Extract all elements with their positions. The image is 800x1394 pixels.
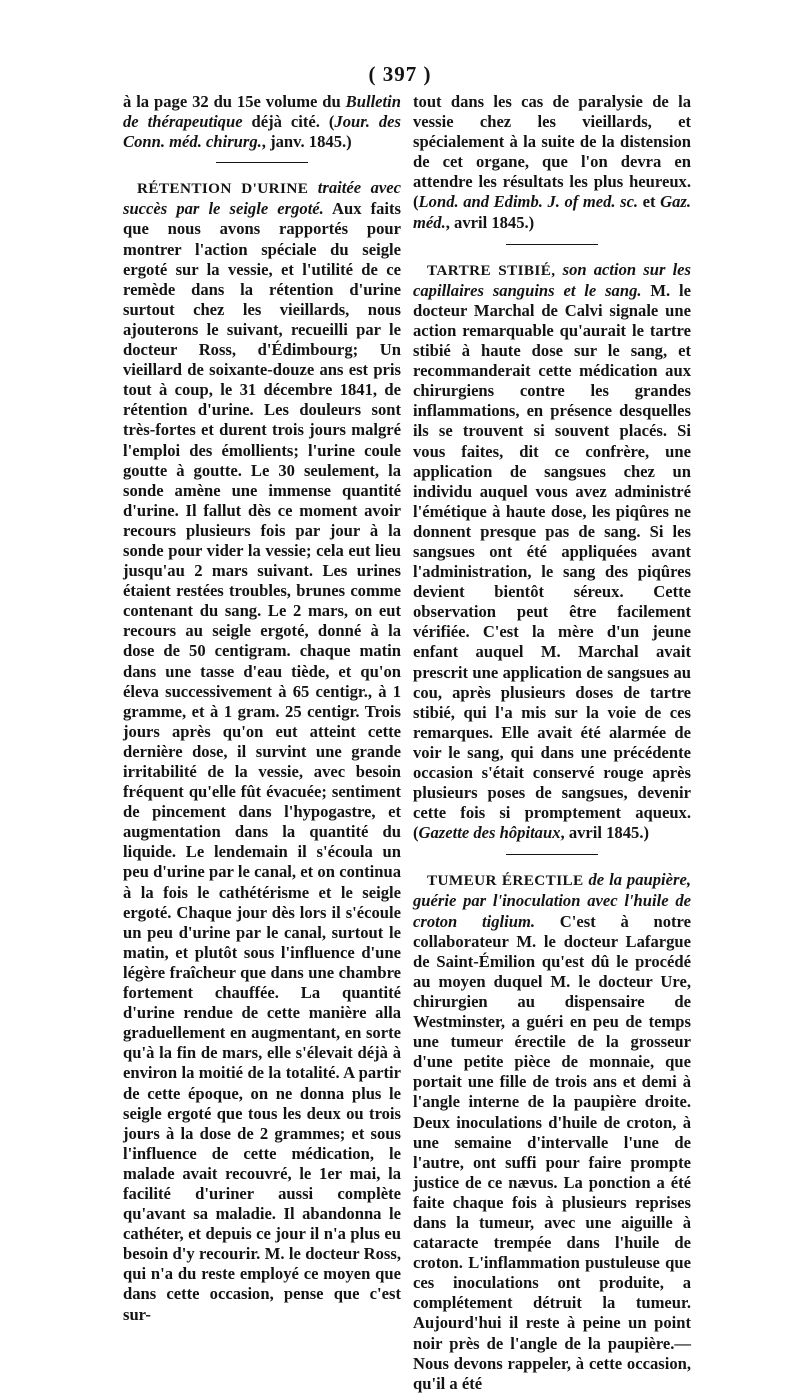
continuation-text: à la page 32 du 15e volume du xyxy=(123,92,346,111)
article-tumeur-erectile xyxy=(413,870,691,1393)
article-heading: TARTRE STIBIÉ, xyxy=(427,261,556,279)
citation-source-2: Gaz. méd. xyxy=(413,192,691,232)
article-subheading: son action sur les capillaires sanguins et le sang. xyxy=(413,259,692,300)
left-column xyxy=(123,92,401,1325)
citation-date: , avril 1845.) xyxy=(560,823,650,843)
right-column xyxy=(413,92,691,1394)
citation-date: , janv. 1845.) xyxy=(261,132,352,152)
continuation-paragraph xyxy=(123,92,401,152)
article-tartre-stibie xyxy=(413,260,691,844)
article-body: C'est à notre collaborateur M. le docteur Lafargue de Saint-Émilion qu'est dû le procédé au moyen duquel M. le docteur Ure, chirurgien au dispensaire de Westminster, a guéri en peu de temps une tumeur érectile de la grosseur d'une petite pièce de monnaie, que portait une fille de trois ans et demi à l'angle interne de la paupière droite. Deux inoculations d'huile de croton, à une semaine d'intervalle l'une de l'autre, ont suffi pour faire prompte justice de ce nævus. La ponction a été faite chaque fois à plusieurs reprises dans la tumeur, avec une aiguille à cataracte trempée dans l'huile de croton. L'inflammation pustuleuse que ces inoculations ont produite, a complétement détruit la tumeur. Aujourd'hui il reste à peine un point noir près de l'angle de la paupière.—Nous devons rappeler, à cette occasion, qu'il a été xyxy=(413,911,691,1393)
article-retention xyxy=(123,178,401,1324)
citation-date: , avril 1845.) xyxy=(445,212,535,232)
bulletin-title: Bulletin de thérapeutique xyxy=(123,92,401,132)
section-divider xyxy=(506,854,598,855)
article-heading: RÉTENTION D'URINE xyxy=(137,180,309,198)
article-body: Aux faits que nous avons rapportés pour montrer l'action spéciale du seigle ergoté sur la vessie, et l'utilité de ce remède dans la rétention d'urine surtout chez les vieillards, nous ajouterons le suivant, recueilli par le docteur Ross, d'Édimbourg; Un vieillard de soixante-douze ans est pris tout à coup, le 31 décembre 1841, de rétention d'urine. Les douleurs sont très-fortes et durent trois jours malgré l'emploi des émollients; l'urine coule goutte à goutte. Le 30 seulement, la sonde amène une immense quantité d'urine. Il fallut dès ce moment avoir recours plusieurs fois par jour à la sonde pour vider la vessie; cela eut lieu jusqu'au 2 mars suivant. Les urines étaient restées troubles, brunes comme contenant du sang. Le 2 mars, on eut recours au seigle ergoté, donné à la dose de 50 centigram. chaque matin dans une tasse d'eau tiède, et qu'on éleva successivement à 65 centigr., à 1 gramme, et à 1 gram. 25 centigr. Trois jours après qu'on eut atteint cette dernière dose, il survint une grande irritabilité de la vessie, avec besoin fréquent qu'elle fût évacuée; sentiment de pincement dans l'hypogastre, et augmentation dans la quantité du liquide. Le lendemain il s'écoula un peu d'urine par le canal, et on continua à la fois le cathétérisme et le seigle ergoté. Chaque jour dès lors il s'écoule un peu d'urine par le canal, surtout le matin, et plutôt sous l'influence d'une légère fraîcheur que dans une chambre fortement chauffée. La quantité d'urine rendue de cette manière alla graduellement en augmentant, en sorte qu'à la fin de mars, elle s'élevait déjà à environ la moitié de la totalité. A partir de cette époque, on ne donna plus le seigle ergoté que tous les deux ou trois jours à la dose de 2 grammes; et sous l'influence de cette médication, le malade avait recouvré, le 1er mai, la facilité d'uriner aussi complète qu'avant sa maladie. Il abandonna le cathéter, et depuis ce jour il n'a plus eu besoin d'y recourir. M. le docteur Ross, qui n'a du reste employé ce moyen que dans cette occasion, pense que c'est sur- xyxy=(123,199,401,1324)
section-divider xyxy=(216,162,308,163)
page-number: ( 397 ) xyxy=(368,62,432,86)
article-subheading: traitée avec succès par le seigle ergoté. xyxy=(123,178,401,219)
citation-source: Jour. des Conn. méd. chirurg. xyxy=(123,112,401,152)
article-subheading: de la paupière, guérie par l'inoculation avec l'huile de croton tiglium. xyxy=(413,870,691,931)
continuation-text-2: déjà cité. ( xyxy=(242,112,335,132)
article-body: M. le docteur Marchal de Calvi signale une action remarquable qu'aurait le tartre stibié à haute dose sur le sang, et recommanderait cette médication aux chirurgiens contre les grandes inflammations, en présence desquelles ils se trouvent si souvent placés. Si vous faites, dit ce confrère, une application de sangsues chez un individu auquel vous avez administré l'émétique à haute dose, les piqûres ne donnent presque pas de sang. Si les sangsues ont été appliquées avant l'administration, le sang des piqûres devient bientôt séreux. Cette observation peut être facilement vérifiée. C'est la mère d'un jeune enfant auquel M. Marchal avait prescrit une application de sangsues au cou, après plusieurs doses de tartre stibié, qui l'a mis sur la voie de ces remarques. Elle avait été alarmée de voir le sang, qui dans une précédente occasion s'était conservé rouge après plusieurs poses de sangsues, devenir cette fois si promptement aqueux. ( xyxy=(413,280,691,843)
section-divider xyxy=(506,244,598,245)
citation-connector: et xyxy=(638,192,661,212)
continuation-paragraph xyxy=(413,92,691,233)
citation-source: Gazette des hôpitaux xyxy=(418,823,561,843)
citation-source: Lond. and Edimb. J. of med. sc. xyxy=(418,192,639,212)
continuation-text: tout dans les cas de paralysie de la vessie chez les vieillards, et spécialement à la suite de la distension de cet organe, que l'on devra en attendre les résultats les plus heureux. ( xyxy=(413,92,691,212)
article-heading: TUMEUR ÉRECTILE xyxy=(427,872,584,890)
